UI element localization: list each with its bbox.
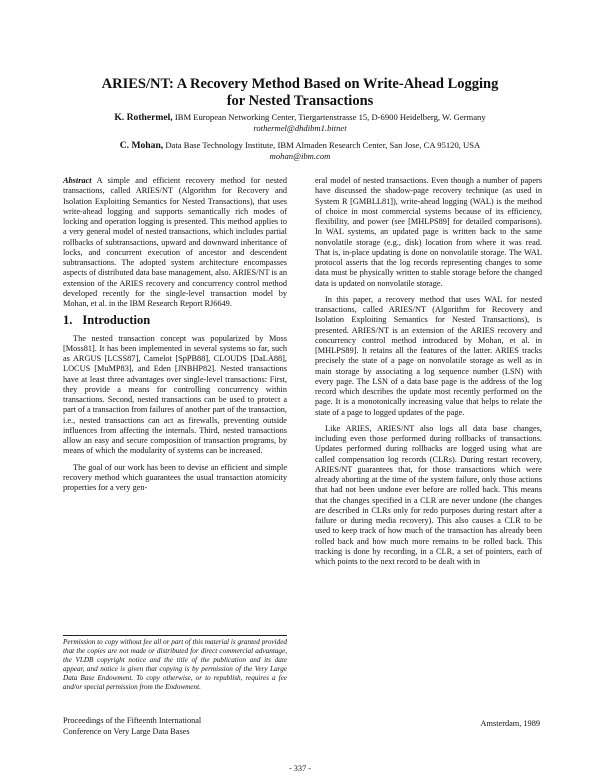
proceedings-line-2: Conference on Very Large Data Bases [63,726,190,736]
right-column [315,176,542,573]
body-paragraph: In this paper, a recovery method that uses WAL for nested transactions, called ARIES/NT (Algorithm for Recovery and Isolation Exploiting Semantics for Nested Transactions), is presented. ARIES/NT is an extension of the ARIES recovery and concurrency control method introduced by Mohan, et al. in [MHLPS89]. It retains all the features of the latter. ARIES tracks precisely the state of a page on nonvolatile storage as well as in main storage by associating a log sequence number (LSN) with every page. The LSN of a data base page is the address of the log record which describes the update most recently performed on the page. It is a monotonically increasing value that helps to relate the state of a page to logged updates of the page. [315,294,542,417]
title-line-1: ARIES/NT: A Recovery Method Based on Write-Ahead Logging [101,76,499,92]
body-paragraph: The nested transaction concept was popularized by Moss [Moss81]. It has been implemented in several systems so far, such as ARGUS [LCSS87], Camelot [SpPB88], CLOUDS [DaLA88], LOCUS [MuMP83], and Eden [JNBHP82]. Nested transactions have at least three advantages over single-level transactions: First, they provide a means for controlling concurrency within transactions. Second, nested transactions can be used to protect a part of a transaction from failures of another part of the transaction, i.e., nested transactions can act as firewalls, preventing outside influences from affecting the internals. Third, nested transactions allow an easy and secure composition of transaction programs, by means of which the modularity of systems can be increased. [63,333,287,456]
proceedings-line [63,716,303,737]
author-email: mohan@ibm.com [269,151,331,161]
page-number: - 337 - [288,764,312,773]
conference-location: Amsterdam, 1989 [480,719,540,728]
copyright-notice: Permission to copy without fee all or part of this material is granted provided that the copies are not made or distributed for direct commercial advantage, the VLDB copyright notice and the title of the publication and its date appear, and notice is given that copying is by permission of the Very Large Data Base Endowment. To copy otherwise, or to republish, requires a fee and/or special permission from the Endowment. [63,638,287,691]
body-paragraph: The goal of our work has been to devise an efficient and simple recovery method which guarantees the usual transaction atomicity properties for a very gen- [63,462,287,492]
author-1 [60,112,540,134]
author-name: K. Rothermel, [114,112,173,123]
author-name: C. Mohan, [119,140,164,151]
section-heading [63,313,287,328]
author-2 [60,140,540,162]
section-number: 1. [63,313,73,328]
author-email: rothermel@dhdibm1.bitnet [253,123,347,133]
abstract [63,176,287,309]
footnote-rule [63,635,287,636]
abstract-text: A simple and efficient recovery method for nested transactions, called ARIES/NT (Algorithm for Recovery and Isolation Exploiting Semantics for Nested Transactions), that uses write-ahead logging and supports semantically rich modes of locking and operation logging is presented. This method applies to a very general model of nested transactions, which includes partial rollbacks of subtransactions, upward and downward inheritance of locks, and concurrent execution of ancestor and descendent subtransactions. The adopted system architecture encompasses aspects of distributed data base management, also. ARIES/NT is an extension of the ARIES recovery and concurrency control method developed recently for the single-level transaction model by Mohan, et al. in the IBM Research Report RJ6649. [63,176,287,308]
author-affiliation: IBM European Networking Center, Tiergartenstrasse 15, D-6900 Heidelberg, W. Germany [174,112,486,122]
author-block [60,112,540,168]
author-affiliation: Data Base Technology Institute, IBM Almaden Research Center, San Jose, CA 95120, USA [165,140,481,150]
paper-title [60,76,540,110]
body-paragraph: Like ARIES, ARIES/NT also logs all data base changes, including even those performed during rollbacks of transactions. Updates performed during rollbacks are logged using what are called compensation log records (CLRs). During restart recovery, ARIES/NT guarantees that, for those transactions which were already aborting at the time of the system failure, only those actions that had not been undone ever before are rolled back. This means that the changes specified in a CLR are never undone (the changes are described in CLRs only for redo purposes during restart after a failure or during media recovery). This also causes a CLR to be used to keep track of how much of the transaction has already been rolled back and how much more remains to be rolled back. This tracking is done by recording, in a CLR, a set of pointers, each of which points to the next record to be dealt with in [315,423,542,566]
abstract-label: Abstract [63,176,92,185]
title-line-2: for Nested Transactions [226,93,374,109]
section-title: Introduction [82,313,151,328]
left-column [63,176,287,499]
proceedings-line-1: Proceedings of the Fifteenth International [63,716,202,725]
body-paragraph: eral model of nested transactions. Even though a number of papers have discussed the shadow-page recovery technique (as used in System R [GMBLL81]), write-ahead logging (WAL) is the method of choice in most commercial systems because of its efficiency, flexibility, and power (see [MHLPS89] for detailed comparisons). In WAL systems, an updated page is written back to the same nonvolatile storage (e.g., disk) location from where it was read. That is, in-place updating is done on nonvolatile storage. The WAL protocol asserts that the log records representing changes to some data must be physically written to stable storage before the changed data is updated on nonvolatile storage. [315,176,542,288]
